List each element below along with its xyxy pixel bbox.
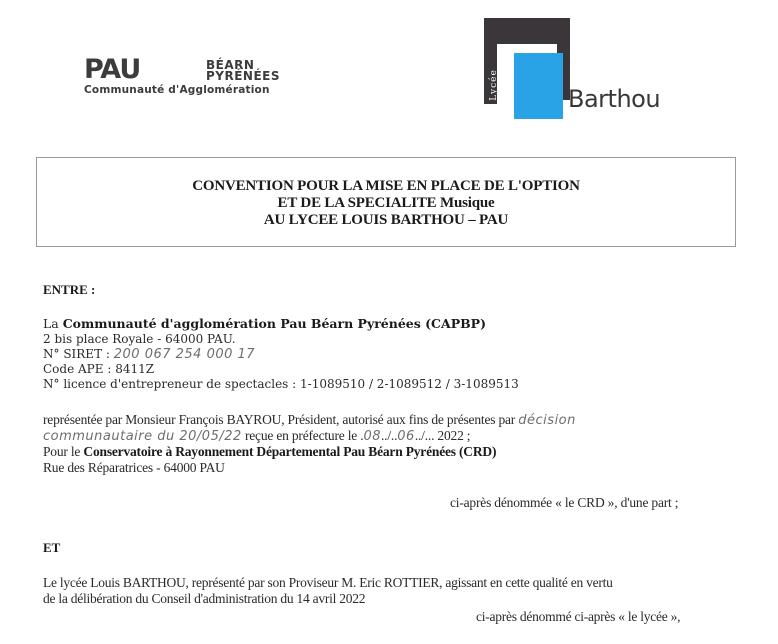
decision-handwritten: décision <box>518 413 576 428</box>
document-title-box <box>36 157 736 247</box>
prefecture-separator-1: ../.. <box>381 428 398 443</box>
ape-label: Code APE : <box>43 362 116 376</box>
entre-heading: ENTRE : <box>43 282 96 297</box>
lycee-barthou-logo <box>484 18 684 123</box>
title-line-3: AU LYCEE LOUIS BARTHOU – PAU <box>263 212 509 228</box>
logo-blue-square <box>514 53 563 119</box>
pau-logo-pyrenees: PYRÉNÉES <box>206 69 281 83</box>
et-heading: ET <box>43 540 61 555</box>
siret-value-handwritten: 200 067 254 000 17 <box>113 347 256 362</box>
crd-designation: ci-après dénommée « le CRD », d'une part ; <box>450 495 679 510</box>
party1-address: 2 bis place Royale - 64000 PAU. <box>43 332 236 346</box>
pau-logo-word: PAU <box>84 54 141 85</box>
logo-barthou-text: Barthou <box>568 85 661 113</box>
crd-address: Rue des Réparatrices - 64000 PAU <box>43 460 225 475</box>
party1-name-line <box>43 316 486 332</box>
title-line-2: ET DE LA SPECIALITE Musique <box>277 195 495 211</box>
prefecture-month-handwritten: 06 <box>397 429 415 444</box>
crd-name: Conservatoire à Rayonnement Départemental Pau Béarn Pyrénées (CRD) <box>83 444 497 459</box>
decision-date-handwritten: communautaire du 20/05/22 <box>43 429 242 444</box>
lycee-designation: ci-après dénommé ci-après « le lycée », <box>476 609 681 624</box>
prefecture-day-handwritten: 08 <box>363 429 381 444</box>
party1-representation-line1 <box>43 412 576 429</box>
pau-logo-subtitle: Communauté d'Agglomération <box>84 84 270 96</box>
ape-value: 8411Z <box>115 362 155 376</box>
party1-ape-line <box>43 361 154 377</box>
prefecture-text: reçue en préfecture le . <box>241 428 364 443</box>
representation-text: représentée par Monsieur François BAYROU, Président, autorisé aux fins de présentes par <box>43 412 519 427</box>
title-line-1: CONVENTION POUR LA MISE EN PLACE DE L'OPTION <box>192 178 580 194</box>
pau-bearn-pyrenees-logo <box>84 56 314 96</box>
logo-lycee-text: Lycée <box>488 69 499 101</box>
siret-label: N° SIRET : <box>43 347 114 361</box>
party2-line1: Le lycée Louis BARTHOU, représenté par son Proviseur M. Eric ROTTIER, agissant en cette qualité en vertu <box>43 575 613 590</box>
party1-representation-line2 <box>43 428 470 445</box>
pau-logo-bearn: BÉARN <box>206 58 255 72</box>
pour-crd-line <box>43 444 496 460</box>
party1-prefix: La <box>43 316 63 331</box>
party2-line2: de la délibération du Conseil d'administration du 14 avril 2022 <box>43 591 366 606</box>
party1-licence: N° licence d'entrepreneur de spectacles : 1-1089510 / 2-1089512 / 3-1089513 <box>43 377 519 391</box>
party1-name: Communauté d'agglomération Pau Béarn Pyrénées (CAPBP) <box>62 316 486 331</box>
pour-prefix: Pour le <box>43 444 84 459</box>
prefecture-separator-2: ../... 2022 ; <box>414 428 471 443</box>
